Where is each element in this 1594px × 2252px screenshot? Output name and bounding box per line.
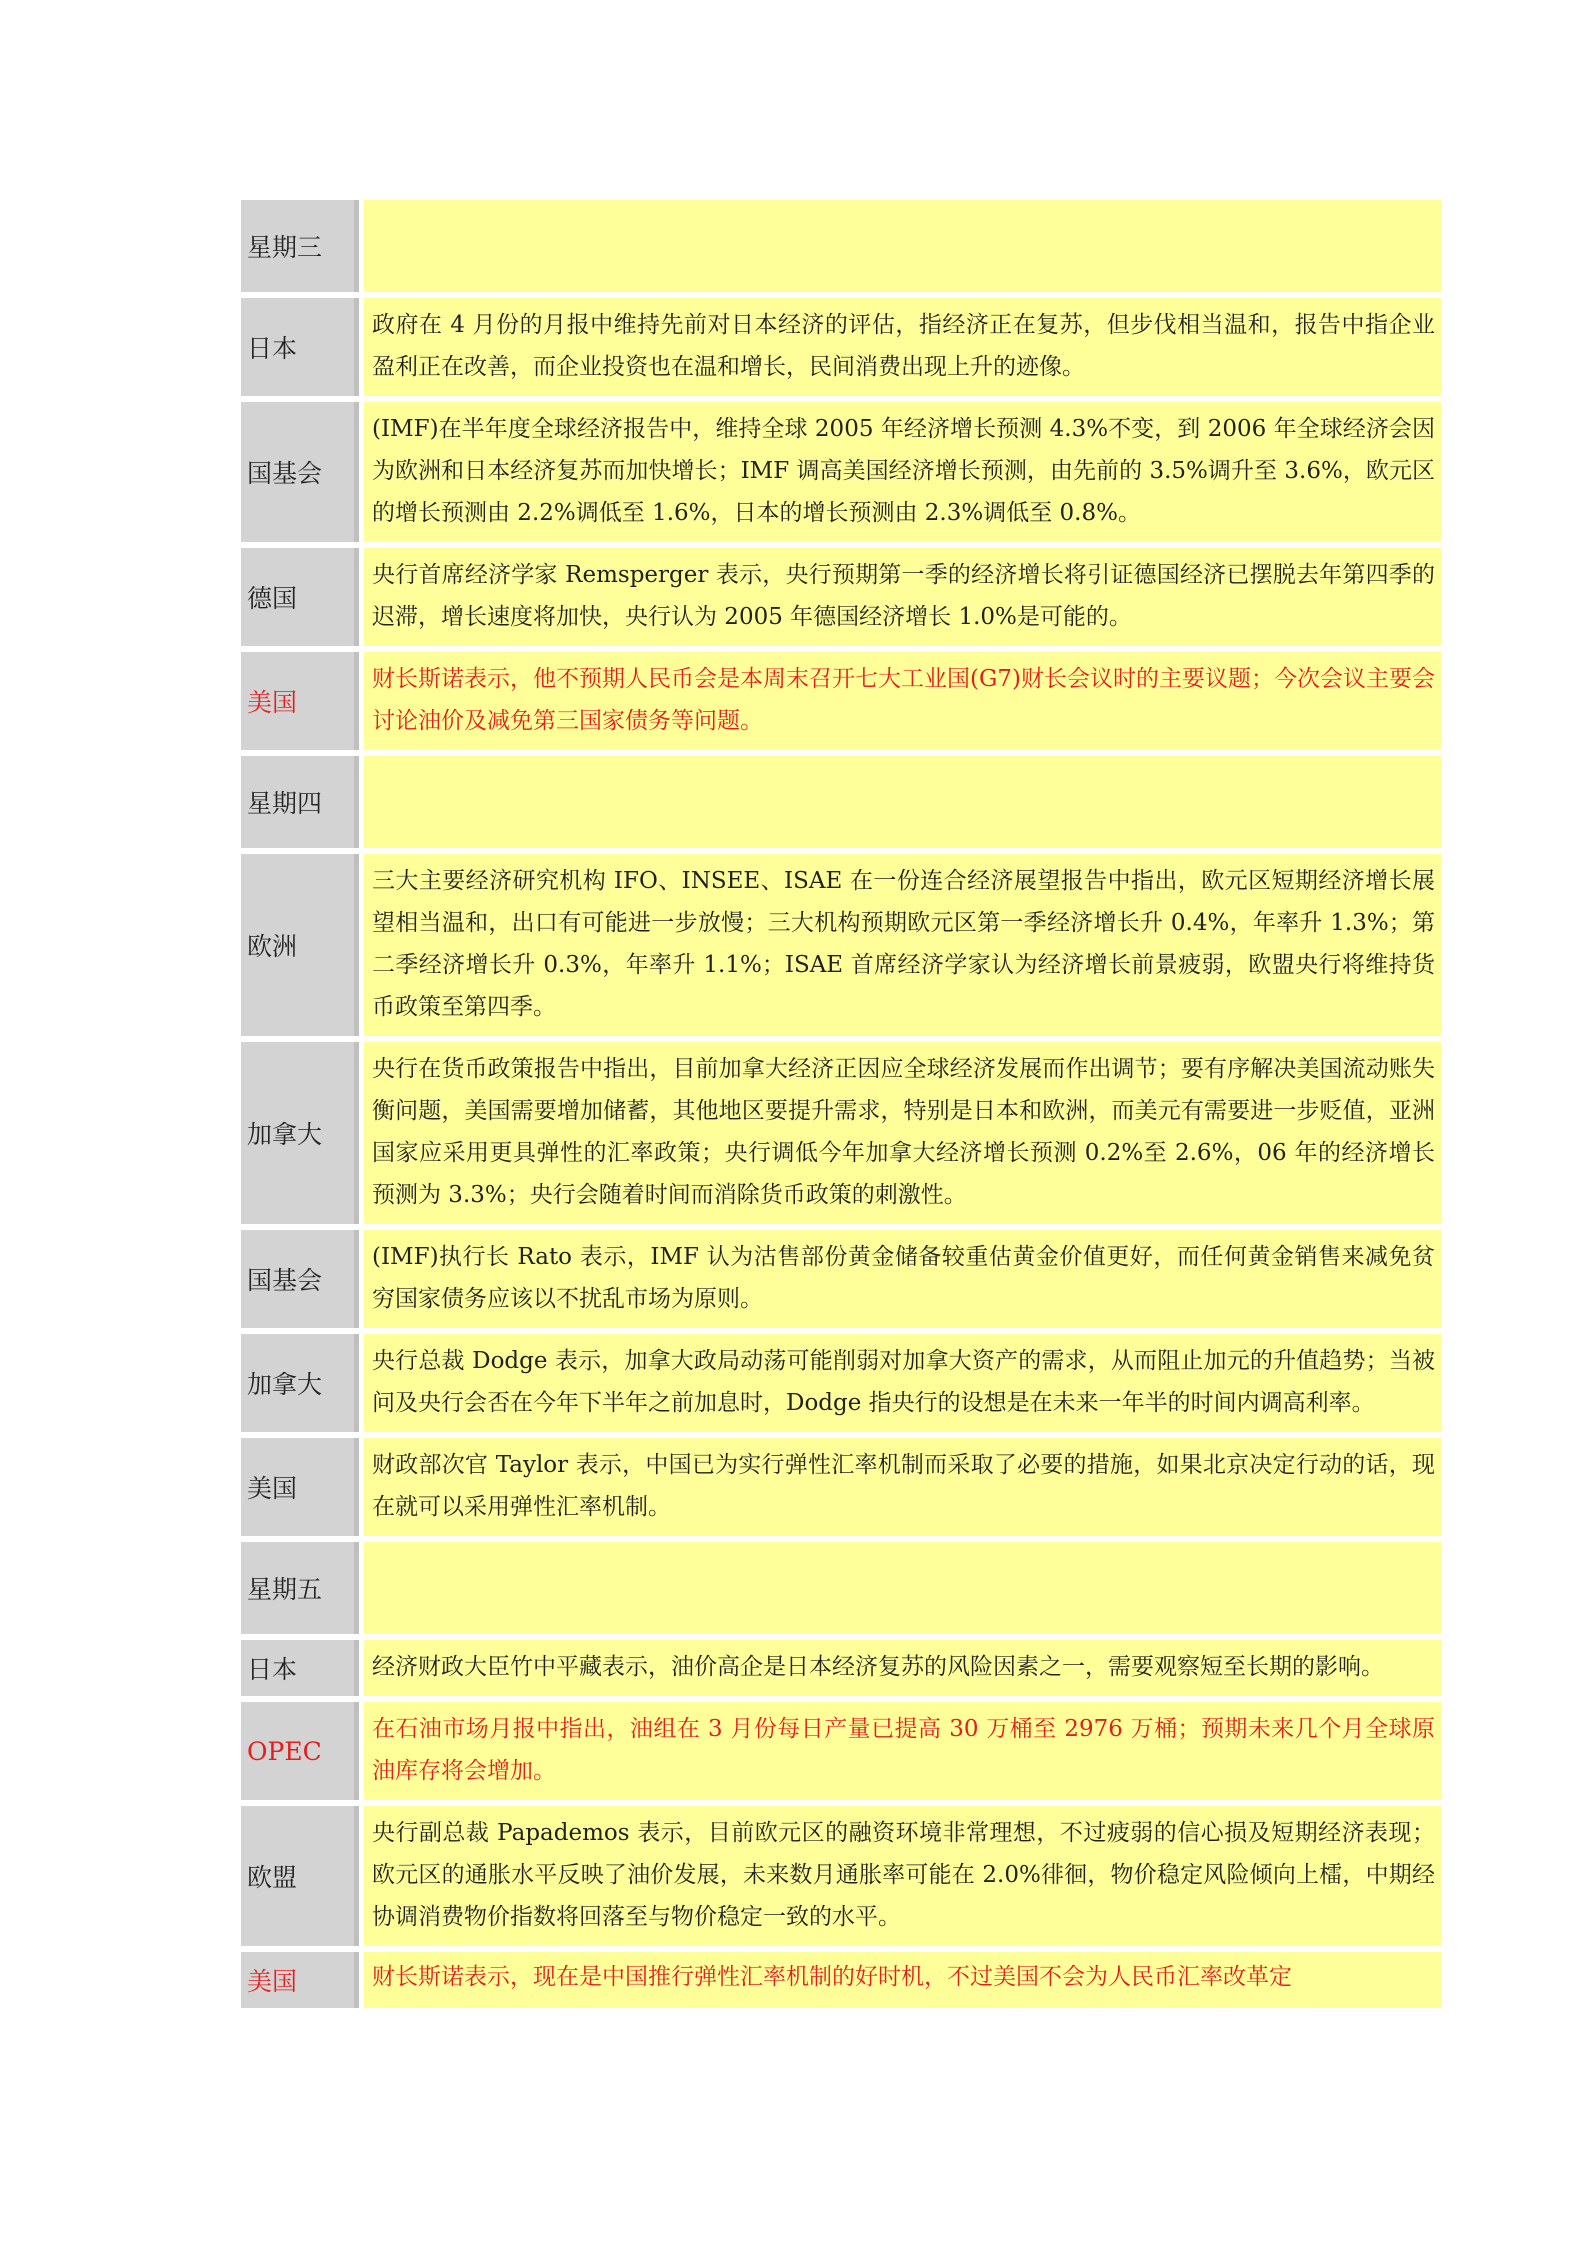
news-text: 央行副总裁 Papademos 表示，目前欧元区的融资环境非常理想，不过疲弱的信心损及短期经济表现；欧元区的通胀水平反映了油价发展，未来数月通胀率可能在 2.0%徘徊，物价稳定风险倾向上檑，中期经协调消费物价指数将回落至与物价稳定一致的水平。 <box>364 1806 1441 1946</box>
day-content-cell <box>364 200 1441 292</box>
news-row <box>241 298 1441 396</box>
news-row <box>241 1640 1441 1696</box>
region-label: 日本 <box>241 298 359 396</box>
region-label: 欧洲 <box>241 854 359 1036</box>
news-row <box>241 1334 1441 1432</box>
region-label: 欧盟 <box>241 1806 359 1946</box>
news-row <box>241 854 1441 1036</box>
region-label: OPEC <box>241 1702 359 1800</box>
news-row <box>241 1952 1441 2008</box>
region-label: 美国 <box>241 1952 359 2008</box>
day-label: 星期三 <box>241 200 359 292</box>
news-text: 央行在货币政策报告中指出，目前加拿大经济正因应全球经济发展而作出调节；要有序解决美国流动账失衡问题，美国需要增加储蓄，其他地区要提升需求，特别是日本和欧洲，而美元有需要进一步贬值，亚洲国家应采用更具弹性的汇率政策；央行调低今年加拿大经济增长预测 0.2%至 2.6%，06 年的经济增长预测为 3.3%；央行会随着时间而消除货币政策的刺激性。 <box>364 1042 1441 1224</box>
region-label: 德国 <box>241 548 359 646</box>
day-header-row <box>241 200 1441 292</box>
news-row <box>241 1438 1441 1536</box>
news-row <box>241 652 1441 750</box>
news-row <box>241 1042 1441 1224</box>
region-label: 日本 <box>241 1640 359 1696</box>
news-text: 财长斯诺表示，现在是中国推行弹性汇率机制的好时机，不过美国不会为人民币汇率改革定 <box>364 1952 1441 2008</box>
region-label: 国基会 <box>241 402 359 542</box>
news-text: (IMF)在半年度全球经济报告中，维持全球 2005 年经济增长预测 4.3%不变，到 2006 年全球经济会因为欧洲和日本经济复苏而加快增长；IMF 调高美国经济增长预测，由先前的 3.5%调升至 3.6%，欧元区的增长预测由 2.2%调低至 1.6%，日本的增长预测由 2.3%调低至 0.8%。 <box>364 402 1441 542</box>
region-label: 国基会 <box>241 1230 359 1328</box>
day-label: 星期五 <box>241 1542 359 1634</box>
news-table <box>241 200 1441 2008</box>
news-text: 财政部次官 Taylor 表示，中国已为实行弹性汇率机制而采取了必要的措施，如果北京决定行动的话，现在就可以采用弹性汇率机制。 <box>364 1438 1441 1536</box>
news-text: 央行首席经济学家 Remsperger 表示，央行预期第一季的经济增长将引证德国经济已摆脱去年第四季的迟滞，增长速度将加快，央行认为 2005 年德国经济增长 1.0%是可能的。 <box>364 548 1441 646</box>
news-row <box>241 548 1441 646</box>
news-text: 在石油市场月报中指出，油组在 3 月份每日产量已提高 30 万桶至 2976 万桶；预期未来几个月全球原油库存将会增加。 <box>364 1702 1441 1800</box>
region-label: 美国 <box>241 652 359 750</box>
region-label: 美国 <box>241 1438 359 1536</box>
region-label: 加拿大 <box>241 1042 359 1224</box>
news-text: 财长斯诺表示，他不预期人民币会是本周末召开七大工业国(G7)财长会议时的主要议题；今次会议主要会讨论油价及减免第三国家债务等问题。 <box>364 652 1441 750</box>
day-label: 星期四 <box>241 756 359 848</box>
day-content-cell <box>364 1542 1441 1634</box>
region-label: 加拿大 <box>241 1334 359 1432</box>
news-row <box>241 402 1441 542</box>
news-text: (IMF)执行长 Rato 表示，IMF 认为沽售部份黄金储备较重估黄金价值更好，而任何黄金销售来减免贫穷国家债务应该以不扰乱市场为原则。 <box>364 1230 1441 1328</box>
news-text: 经济财政大臣竹中平藏表示，油价高企是日本经济复苏的风险因素之一，需要观察短至长期的影响。 <box>364 1640 1441 1696</box>
news-row <box>241 1702 1441 1800</box>
news-row <box>241 1806 1441 1946</box>
news-text: 政府在 4 月份的月报中维持先前对日本经济的评估，指经济正在复苏，但步伐相当温和，报告中指企业盈利正在改善，而企业投资也在温和增长，民间消费出现上升的迹像。 <box>364 298 1441 396</box>
news-row <box>241 1230 1441 1328</box>
day-header-row <box>241 756 1441 848</box>
day-header-row <box>241 1542 1441 1634</box>
news-text: 三大主要经济研究机构 IFO、INSEE、ISAE 在一份连合经济展望报告中指出，欧元区短期经济增长展望相当温和，出口有可能进一步放慢；三大机构预期欧元区第一季经济增长升 0.4%，年率升 1.3%；第二季经济增长升 0.3%，年率升 1.1%；ISAE 首席经济学家认为经济增长前景疲弱，欧盟央行将维持货币政策至第四季。 <box>364 854 1441 1036</box>
day-content-cell <box>364 756 1441 848</box>
news-text: 央行总裁 Dodge 表示，加拿大政局动荡可能削弱对加拿大资产的需求，从而阻止加元的升值趋势；当被问及央行会否在今年下半年之前加息时，Dodge 指央行的设想是在未来一年半的时间内调高利率。 <box>364 1334 1441 1432</box>
